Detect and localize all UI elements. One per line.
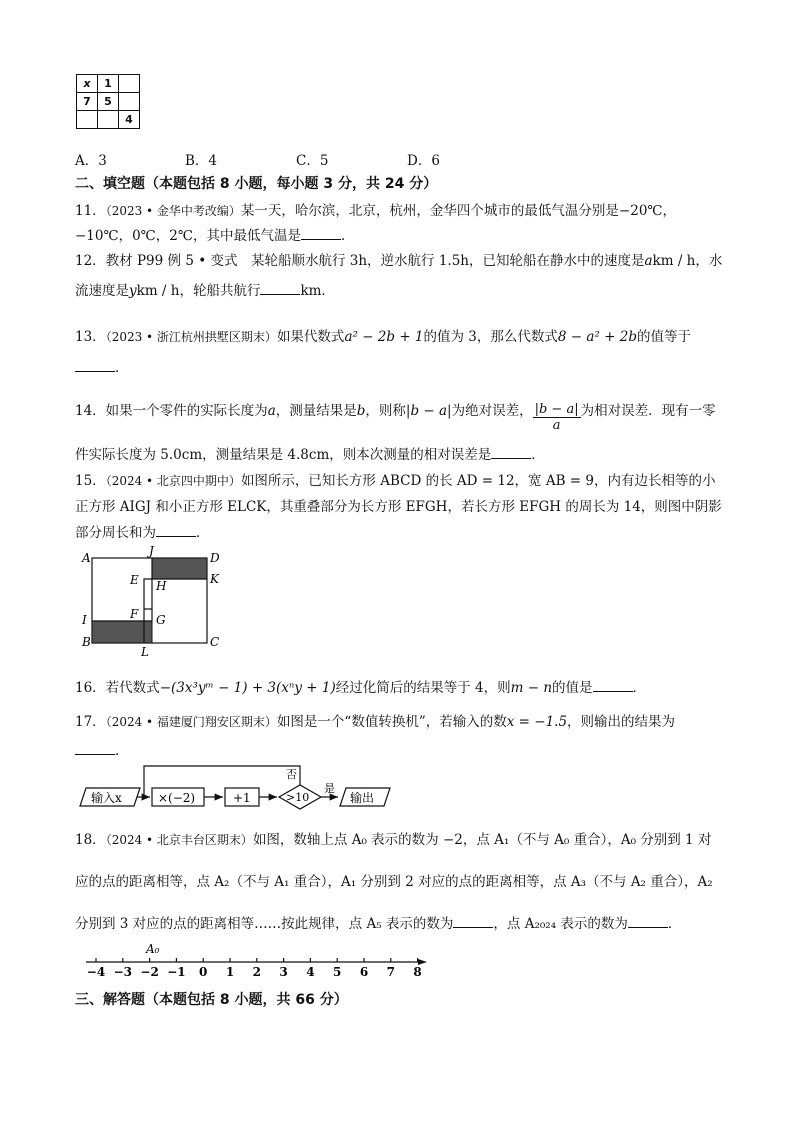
flow-no: 否 (286, 768, 297, 781)
grid-cell: 1 (98, 75, 119, 93)
axis-tick-label: 6 (359, 965, 369, 979)
q13-text: 如果代数式 (276, 329, 345, 345)
flow-cond: >10 (286, 791, 310, 804)
q13-line1 (75, 325, 691, 345)
q14-text3: ，则称 (365, 403, 406, 419)
q17-end: ． (115, 743, 129, 759)
q14-blank[interactable] (491, 446, 531, 459)
q15-line2: 正方形 AIGJ 和小正方形 ELCK，其重叠部分为长方形 EFGH，若长方形 EFGH 的周长为 14，则图中阴影 (75, 499, 722, 515)
label-l: L (141, 645, 149, 658)
option-a: A．3 (75, 153, 107, 169)
axis-tick-label: −3 (113, 965, 133, 979)
axis-tick-label: −4 (86, 965, 106, 979)
label-c: C (210, 635, 220, 649)
axis-ticks (87, 958, 422, 979)
axis-tick-label: 0 (199, 965, 208, 979)
q14-fraction (533, 402, 581, 433)
q18-text: 如图，数轴上点 A₀ 表示的数为 −2，点 A₁（不与 A₀ 重合），A₀ 分别到 1 对 (252, 832, 712, 848)
q17-text: 如图是一个“数值转换机”，若输入的数 (276, 714, 507, 730)
q18-end: ． (667, 916, 682, 932)
option-b: B．4 (185, 153, 218, 169)
q12-var-a: a (644, 253, 653, 269)
q18-line2: 应的点的距离相等，点 A₂（不与 A₁ 重合），A₁ 分别到 2 对应的点的距离相等，点 A₃（不与 A₂ 重合），A₂ (75, 874, 713, 890)
q14-end: ． (531, 447, 545, 463)
q14-line1 (75, 396, 716, 433)
q16-expr2: m − n (510, 680, 553, 696)
q17-expr: x = −1.5 (506, 714, 568, 730)
q15-source: （2024 • 北京四中期中） (105, 474, 241, 488)
q13-text2: 的值为 3，那么代数式 (423, 329, 558, 345)
q16-expr: −(3x³yᵐ − 1) + 3(xⁿy + 1) (159, 680, 336, 696)
q18-text3: 分别到 3 对应的点的距离相等……按此规律，点 A₅ 表示的数为 (75, 916, 454, 932)
option-c: C．5 (296, 153, 329, 169)
label-i: I (82, 613, 87, 627)
q14-abs: |b − a| (405, 403, 452, 419)
q16-text: 16．若代数式 (75, 680, 160, 696)
grid-cell (77, 111, 98, 129)
axis-tick-label: 4 (306, 965, 315, 979)
q11-number: 11． (75, 203, 106, 219)
q12-line1 (75, 249, 722, 269)
q14-frac-num: |b − a| (534, 402, 579, 417)
flow-output-label: 输出 (350, 791, 375, 805)
q17-number: 17． (75, 714, 106, 730)
q14-text2: ，测量结果是 (275, 403, 357, 419)
q12-text2: 流速度是 (75, 283, 129, 299)
grid-cell: 5 (98, 93, 119, 111)
q15-line1 (75, 469, 715, 489)
q16-end: ． (632, 680, 647, 696)
q14-text6: 件实际长度为 5.0cm，测量结果是 4.8cm，则本次测量的相对误差是 (75, 447, 492, 463)
grid-cell (98, 111, 119, 129)
q17-text2: ，则输出的结果为 (567, 714, 676, 730)
q15-blank[interactable] (156, 524, 196, 537)
q14-text5: 为相对误差．现有一零 (580, 403, 716, 419)
q15-line3 (75, 521, 210, 541)
q14-text: 14．如果一个零件的实际长度为 (75, 403, 268, 419)
q11-text2: −10℃，0℃，2℃，其中最低气温是 (75, 228, 301, 244)
axis-tick-label: 8 (413, 965, 422, 979)
q16-text2: 经过化简后的结果等于 4，则 (335, 680, 511, 696)
q18-blank2[interactable] (628, 915, 668, 928)
shade-iblg (92, 621, 152, 643)
q12-var-y: y (129, 283, 137, 299)
q11-line2 (75, 224, 354, 244)
flow-input-label: 输入x (91, 791, 122, 805)
q11-source: （2023 • 金华中考改编） (105, 204, 241, 218)
q18-blank1[interactable] (453, 915, 493, 928)
axis-tick-label: −2 (140, 965, 159, 979)
q12-text: 12．教材 P99 例 5 • 变式 某轮船顺水航行 3h，逆水航行 1.5h，已知轮船在静水中的速度是 (75, 253, 645, 269)
q14-text4: 为绝对误差， (451, 403, 533, 419)
q14-line2 (75, 443, 545, 463)
grid-cell: 4 (119, 111, 140, 129)
q15-number: 15． (75, 473, 106, 489)
q12-blank[interactable] (260, 282, 300, 295)
a0-label: A₀ (146, 942, 160, 956)
q12-unit: km / h，水 (652, 253, 723, 269)
label-k: K (210, 572, 219, 586)
label-b: B (82, 635, 91, 649)
q15-text3: 部分周长和为 (75, 525, 156, 541)
q16-text3: 的值是 (552, 680, 593, 696)
section3-title: 三、解答题（本题包括 8 小题，共 66 分） (75, 992, 348, 1008)
label-a: A (82, 551, 91, 565)
q13-blank[interactable] (75, 359, 115, 372)
grid-cell: x (77, 75, 98, 93)
q11-line1 (75, 199, 676, 219)
q17-line1 (75, 710, 675, 730)
axis-tick-label: 2 (252, 965, 261, 979)
number-line (82, 940, 434, 980)
option-d: D．6 (407, 153, 440, 169)
q15-text: 如图所示，已知长方形 ABCD 的长 AD = 12，宽 AB = 9，内有边长相等的小 (240, 473, 716, 489)
q12-line2 (75, 279, 335, 299)
axis-tick-label: −1 (167, 965, 186, 979)
q13-expr2: 8 − a² + 2b (557, 329, 637, 345)
q17-line2 (75, 739, 129, 759)
flow-yes: 是 (324, 782, 335, 795)
q18-number: 18． (75, 832, 106, 848)
q14-frac-den: a (552, 418, 561, 433)
q18-line3 (75, 912, 681, 932)
q18-text4: ，点 A₂₀₂₄ 表示的数为 (493, 916, 628, 932)
grid-cell (119, 75, 140, 93)
axis-tick-label: 1 (225, 965, 235, 979)
flow-op1: ×(−2) (158, 791, 196, 805)
q14-var-a: a (267, 403, 276, 419)
flowchart (74, 760, 404, 812)
label-j: J (149, 546, 154, 558)
label-h: H (156, 579, 167, 593)
label-d: D (210, 551, 220, 565)
label-g: G (156, 613, 166, 627)
q13-end: ． (115, 360, 129, 376)
number-grid (76, 74, 140, 129)
grid-cell: 7 (77, 93, 98, 111)
q17-blank[interactable] (75, 742, 115, 755)
axis-tick-label: 5 (333, 965, 342, 979)
q13-expr1: a² − 2b + 1 (344, 329, 424, 345)
shade-jdkh (152, 558, 207, 579)
q13-number: 13． (75, 329, 106, 345)
q13-source: （2023 • 浙江杭州拱墅区期末） (105, 330, 277, 344)
axis-tick-label: 7 (386, 965, 395, 979)
label-f: F (130, 607, 139, 621)
grid-cell (119, 93, 140, 111)
axis-tick-label: 3 (279, 965, 288, 979)
q17-source: （2024 • 福建厦门翔安区期末） (105, 715, 277, 729)
q12-text3: km / h，轮船共航行 (136, 283, 261, 299)
q15-end: ． (196, 525, 210, 541)
rectangle-figure (70, 546, 230, 658)
q18-source: （2024 • 北京丰台区期末） (105, 833, 253, 847)
q11-end: ． (340, 228, 355, 244)
q13-text3: 的值等于 (636, 329, 691, 345)
line-kel (144, 579, 207, 643)
label-e: E (130, 573, 139, 587)
section2-title: 二、填空题（本题包括 8 小题，每小题 3 分，共 24 分） (75, 176, 438, 192)
flow-op2: +1 (233, 791, 251, 805)
q14-var-b: b (356, 403, 366, 419)
q13-line2 (75, 356, 129, 376)
q11-blank[interactable] (301, 227, 341, 240)
q11-text: 某一天，哈尔滨，北京，杭州，金华四个城市的最低气温分别是−20℃， (240, 203, 677, 219)
q16-line (75, 676, 646, 696)
q18-line1 (75, 828, 711, 848)
q12-end: km． (300, 283, 335, 299)
q16-blank[interactable] (593, 679, 633, 692)
